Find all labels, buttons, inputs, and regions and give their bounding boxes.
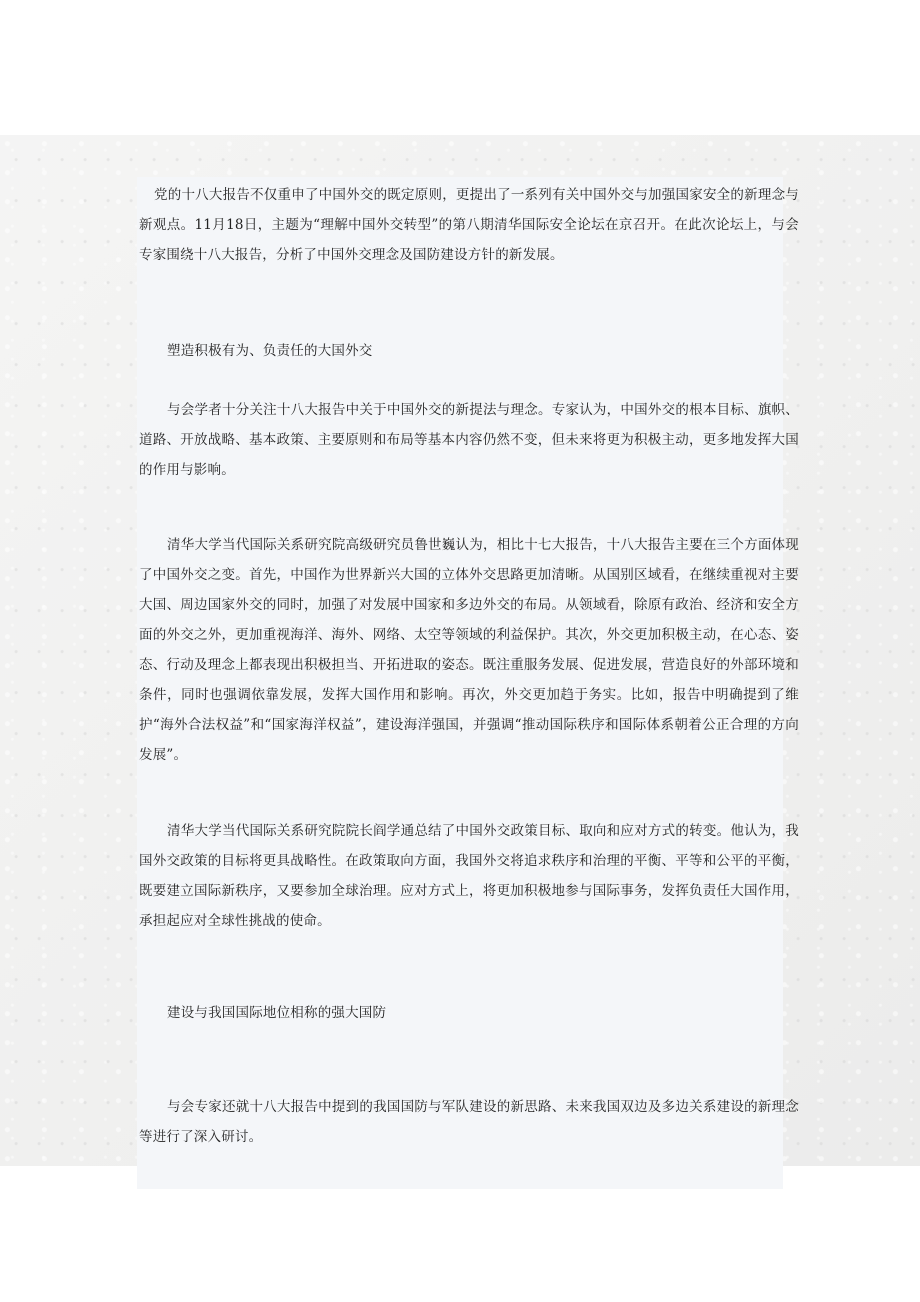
section-heading-defense: 建设与我国国际地位相称的强大国防 [167, 1005, 387, 1021]
paragraph-defense-discussion: 与会专家还就十八大报告中提到的我国国防与军队建设的新思路、未来我国双边及多边关系建设的新理念等进行了深入研讨。 [139, 1099, 799, 1145]
section-heading-diplomacy: 塑造积极有为、负责任的大国外交 [167, 343, 373, 359]
intro-paragraph: 党的十八大报告不仅重申了中国外交的既定原则，更提出了一系列有关中国外交与加强国家安全的新理念与新观点。11月18日，主题为“理解中国外交转型”的第八期清华国际安全论坛在京召开。在此次论坛上，与会专家围绕十八大报告，分析了中国外交理念及国防建设方针的新发展。 [139, 187, 799, 263]
paragraph-lu-shiwei: 清华大学当代国际关系研究院高级研究员鲁世巍认为，相比十七大报告，十八大报告主要在三个方面体现了中国外交之变。首先，中国作为世界新兴大国的立体外交思路更加清晰。从国别区域看，在继续重视对主要大国、周边国家外交的同时，加强了对发展中国家和多边外交的布局。从领域看，除原有政治、经济和安全方面的外交之外，更加重视海洋、海外、网络、太空等领域的利益保护。其次，外交更加积极主动，在心态、姿态、行动及理念上都表现出积极担当、开拓进取的姿态。既注重服务发展、促进发展，营造良好的外部环境和条件，同时也强调依靠发展，发挥大国作用和影响。再次，外交更加趋于务实。比如，报告中明确提到了维护“海外合法权益”和“国家海洋权益”，建设海洋强国，并强调“推动国际秩序和国际体系朝着公正合理的方向发展”。 [139, 537, 799, 763]
paragraph-yan-xuetong: 清华大学当代国际关系研究院院长阎学通总结了中国外交政策目标、取向和应对方式的转变。他认为，我国外交政策的目标将更具战略性。在政策取向方面，我国外交将追求秩序和治理的平衡、平等和公平的平衡，既要建立国际新秩序，又要参加全球治理。应对方式上，将更加积极地参与国际事务，发挥负责任大国作用，承担起应对全球性挑战的使命。 [139, 823, 799, 929]
paragraph-scholars-focus: 与会学者十分关注十八大报告中关于中国外交的新提法与理念。专家认为，中国外交的根本目标、旗帜、道路、开放战略、基本政策、主要原则和布局等基本内容仍然不变，但未来将更为积极主动，更多地发挥大国的作用与影响。 [139, 402, 799, 478]
